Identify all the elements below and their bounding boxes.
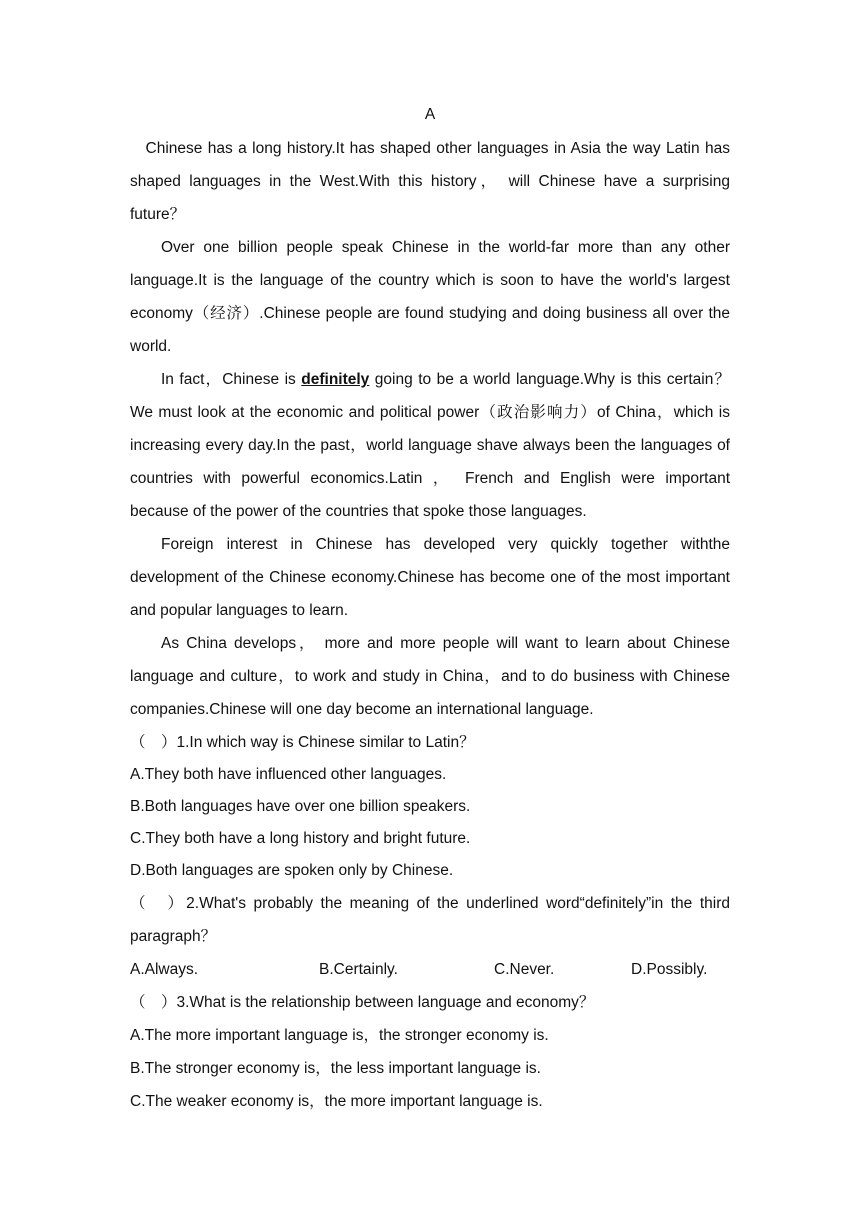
paragraph-3-rest: going to be a world language.Why is this certain？We must look at the economic and political power（政治影响力）of China，which is increasing every day.In the past，world language shave always been the languages of countries with powerful economics.Latin ， French and English were important because of the power of the countries that spoke those languages. [130,371,730,520]
paragraph-3 [130,363,730,528]
question-2-option-a: A.Always. [130,961,199,978]
paragraph-2: Over one billion people speak Chinese in the world-far more than any other language.It is the language of the country which is soon to have the world's largest economy（经济）.Chinese people are found studying and doing business all over the world. [130,239,730,355]
question-1-option-d: D.Both languages are spoken only by Chinese. [130,862,454,879]
question-2-option-b: B.Certainly. [319,961,398,978]
question-3-stem: （ ）3.What is the relationship between language and economy？ [130,994,595,1011]
question-3-option-a: A.The more important language is，the stronger economy is. [130,1027,549,1044]
question-2 [130,887,730,986]
paragraph-5: As China develops， more and more people will want to learn about Chinese language and culture，to work and study in China，and to do business with Chinese companies.Chinese will one day become an international language. [130,635,730,718]
question-2-option-d: D.Possibly. [631,961,708,978]
question-1-option-c: C.They both have a long history and bright future. [130,830,471,847]
paragraph-1: Chinese has a long history.It has shaped other languages in Asia the way Latin has shaped languages in the West.With this history， will Chinese have a surprising future？ [130,140,730,223]
question-1 [130,726,730,887]
question-2-stem: （ ）2.What's probably the meaning of the underlined word“definitely”in the third paragraph？ [130,895,730,945]
question-2-options [130,953,730,986]
question-2-option-c: C.Never. [494,961,555,978]
paragraph-3-start: In fact，Chinese is [161,371,302,388]
paragraph-4: Foreign interest in Chinese has developed very quickly together withthe development of the Chinese economy.Chinese has become one of the most important and popular languages to learn. [130,536,730,619]
question-1-option-a: A.They both have influenced other languages. [130,766,447,783]
passage-title: A [424,106,436,123]
document-page [130,100,730,1118]
question-3-option-b: B.The stronger economy is，the less important language is. [130,1060,541,1077]
underlined-word: definitely [301,371,370,388]
question-1-stem: （ ）1.In which way is Chinese similar to Latin？ [130,734,475,751]
question-3-option-c: C.The weaker economy is，the more important language is. [130,1093,543,1110]
question-1-option-b: B.Both languages have over one billion speakers. [130,798,471,815]
question-3 [130,986,730,1118]
